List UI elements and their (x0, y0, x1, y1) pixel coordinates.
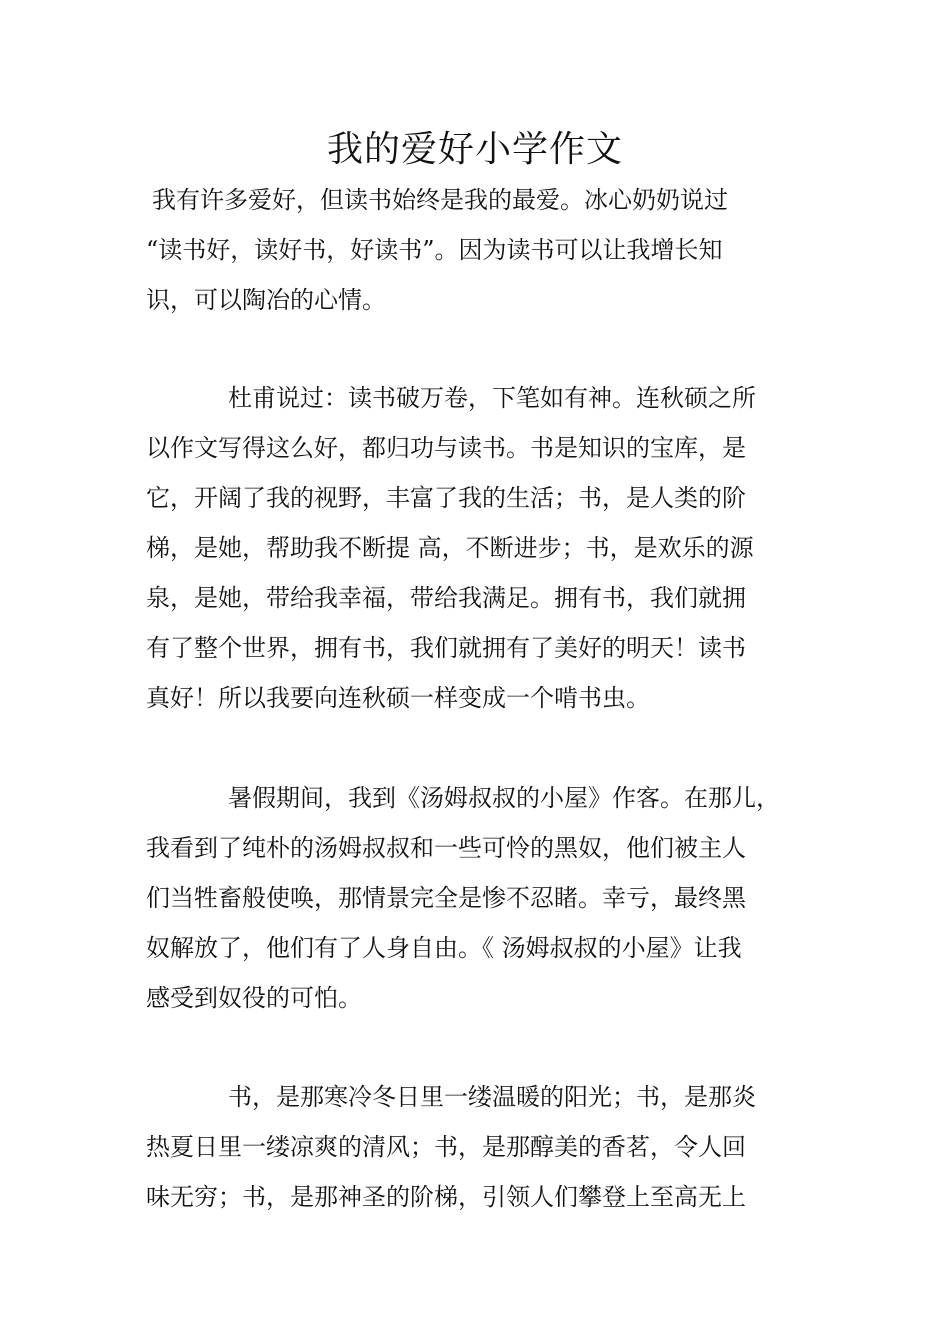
text-line: 书，是那寒冷冬日里一缕温暖的阳光；书，是那炎 (228, 1083, 756, 1111)
text-line: 有了整个世界，拥有书，我们就拥有了美好的明天！读书 (146, 634, 746, 662)
text-line: 我有许多爱好，但读书始终是我的最爱。冰心奶奶说过 (152, 186, 728, 214)
text-line: 识，可以陶冶的心情。 (146, 286, 386, 314)
text-line: 热夏日里一缕凉爽的清风；书，是那醇美的香茗，令人回 (146, 1133, 746, 1161)
text-line: 们当牲畜般使唤，那情景完全是惨不忍睹。幸亏，最终黑 (146, 884, 746, 912)
text-line: 暑假期间，我到《汤姆叔叔的小屋》作客。在那儿， (228, 784, 780, 812)
text-line: 以作文写得这么好，都归功与读书。书是知识的宝库，是 (146, 434, 746, 462)
text-line: 梯，是她，帮助我不断提 高，不断进步；书，是欢乐的源 (146, 534, 754, 562)
text-line: “读书好，读好书，好读书”。因为读书可以让我增长知 (146, 236, 723, 264)
text-line: 我看到了纯朴的汤姆叔叔和一些可怜的黑奴，他们被主人 (146, 834, 746, 862)
text-line: 它，开阔了我的视野，丰富了我的生活；书，是人类的阶 (146, 484, 746, 512)
document-title: 我的爱好小学作文 (326, 129, 623, 170)
text-line: 奴解放了，他们有了人身自由。《 汤姆叔叔的小屋》让我 (146, 934, 742, 962)
text-line: 感受到奴役的可怕。 (146, 984, 362, 1012)
text-line: 泉，是她，带给我幸福，带给我满足。拥有书，我们就拥 (146, 584, 746, 612)
text-line: 杜甫说过：读书破万卷，下笔如有神。连秋硕之所 (228, 384, 756, 412)
text-line: 味无穷；书，是那神圣的阶梯，引领人们攀登上至高无上 (146, 1183, 746, 1211)
text-line: 真好！所以我要向连秋硕一样变成一个啃书虫。 (146, 684, 650, 712)
